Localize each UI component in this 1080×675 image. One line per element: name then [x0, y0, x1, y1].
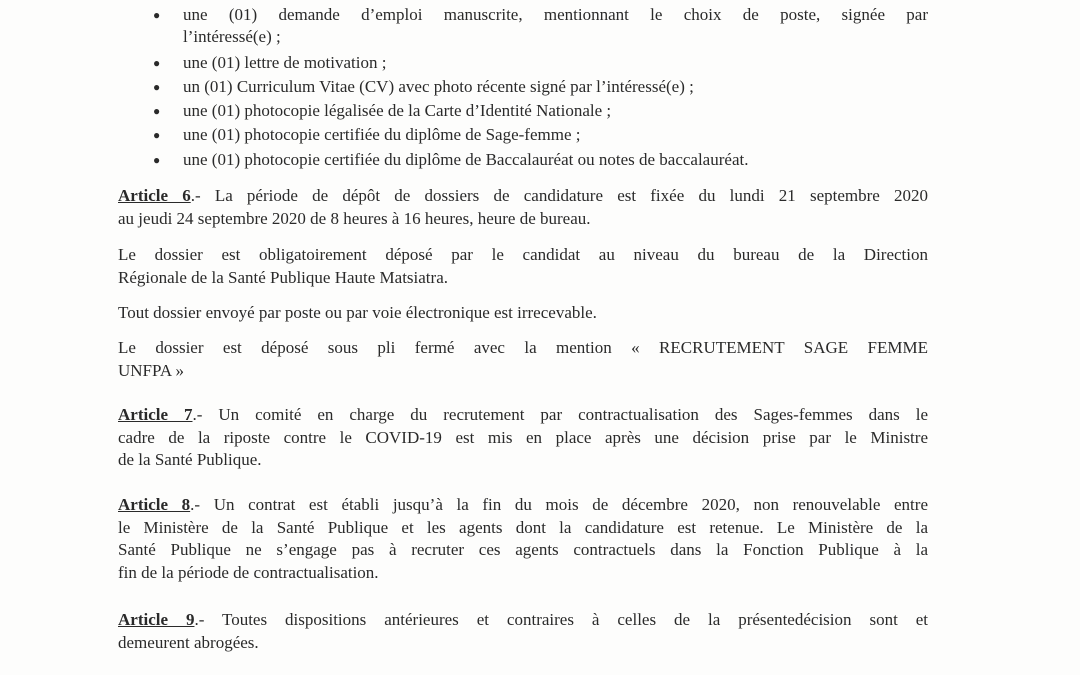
bullet-icon: ●	[153, 153, 161, 167]
paragraph-inadmissible: Tout dossier envoyé par poste ou par voie électronique est irrecevable.	[118, 303, 597, 322]
article-label: Article 6	[118, 186, 191, 205]
article-8: Article 8.- Un contrat est établi jusqu’à la fin du mois de décembre 2020, non renouvelable entre le Ministère de la Santé Publique et les agents dont la candidature est retenue. Le Ministère de la Santé Publique ne s’engage pas à recruter ces agents contractuels dans la Fonction Publique à la fin de la période de contractualisation.	[118, 495, 928, 582]
article-label: Article 7	[118, 405, 193, 424]
article-label: Article 8	[118, 495, 191, 514]
bullet-icon: ●	[153, 56, 161, 70]
article-label: Article 9	[118, 610, 195, 629]
article-7: Article 7.- Un comité en charge du recrutement par contractualisation des Sages-femmes dans le cadre de la riposte contre le COVID-19 est mis en place après une décision prise par le Ministre de la Santé Publique.	[118, 405, 929, 469]
paragraph-sealed-envelope: Le dossier est déposé sous pli fermé avec la mention « RECRUTEMENT SAGE FEMME UNFPA »	[118, 338, 928, 380]
bullet-icon: ●	[153, 128, 161, 142]
bullet-icon: ●	[153, 104, 161, 118]
document-page: ● une (01) demande d’emploi manuscrite, mentionnant le choix de poste, signée par l’intéressé(e) ; ● une (01) lettre de motivation ; ● un (01) Curriculum Vitae (CV) avec photo récente signé par l’intéressé(e) ; ● une (01) photocopie légalisée de la Carte d’Identité Nationale ; ● une (01) photocopie certifiée du diplôme de Sage-femme ; ● une (01) photocopie certifiée du diplôme de Baccalauréat ou notes de baccalauréat. Article 6.- La période de dépôt de dossiers de candidature est fixée du lundi 21 septembre 2020 au jeudi 24 septembre 2020 de 8 heures à 16 heures, heure de bureau. Le dossier est obligatoirement déposé par le candidat au niveau du bureau de la Direction Régionale de la Santé Publique Haute Matsiatra. Tout dossier envoyé par poste ou par voie électronique est irrecevable. Le dossier est déposé sous pli fermé avec la mention « RECRUTEMENT SAGE FEMME UNFPA » Article 7.- Un comité en charge du recrutement par contractualisation des Sages-femmes dans le cadre de la riposte contre le COVID-19 est mis en place après une décision prise par le Ministre de la Santé Publique. Article 8.- Un contrat est établi jusqu’à la fin du mois de décembre 2020, non renouvelable entre le Ministère de la Santé Publique et les agents dont la candidature est retenue. Le Ministère de la Santé Publique ne s’engage pas à recruter ces agents contractuels dans la Fonction Publique à la fin de la période de contractualisation. Article 9.- Toutes dispositions antérieures et contraires à celles de la présentedécision sont et demeurent abrogées.	[0, 0, 1080, 675]
bullet-icon: ●	[153, 80, 161, 94]
paragraph-deposit-location: Le dossier est obligatoirement déposé par le candidat au niveau du bureau de la Direction Régionale de la Santé Publique Haute Matsiatra.	[118, 245, 928, 287]
bullet-icon: ●	[153, 8, 161, 22]
article-6: Article 6.- La période de dépôt de dossiers de candidature est fixée du lundi 21 septembre 2020 au jeudi 24 septembre 2020 de 8 heures à 16 heures, heure de bureau.	[118, 186, 928, 228]
article-9: Article 9.- Toutes dispositions antérieures et contraires à celles de la présentedécision sont et demeurent abrogées.	[118, 610, 928, 652]
